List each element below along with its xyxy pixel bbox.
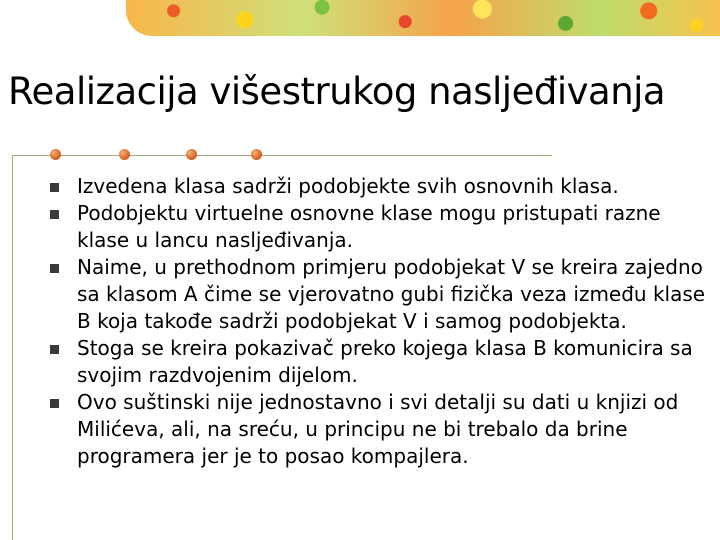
decorative-dot [186,149,197,160]
square-bullet-icon [50,399,59,408]
bullet-item [50,200,710,254]
divider-vertical [12,155,13,540]
square-bullet-icon [50,210,59,219]
bullet-text: Izvedena klasa sadrži podobjekte svih osnovnih klasa. [77,174,619,198]
square-bullet-icon [50,183,59,192]
square-bullet-icon [50,345,59,354]
decorative-dot [50,149,61,160]
bullet-list [50,173,710,470]
bullet-text: Stoga se kreira pokazivač preko kojega klasa B komunicira sa svojim razdvojenim dijelom. [77,336,693,387]
slide-title: Realizacija višestrukog nasljeđivanja [8,70,666,113]
bullet-text: Ovo suštinski nije jednostavno i svi detalji su dati u knjizi od Milićeva, ali, na sreću, u principu ne bi trebalo da brine programera jer je to posao kompajlera. [77,390,679,468]
decorative-banner-image [126,0,720,36]
decorative-dot [119,149,130,160]
decorative-dot [251,149,262,160]
bullet-text: Naime, u prethodnom primjeru podobjekat V se kreira zajedno sa klasom A čime se vjerovatno gubi fizička veza između klase B koja takođe sadrži podobjekat V i samog podobjekta. [77,255,706,333]
bullet-item [50,173,710,200]
square-bullet-icon [50,264,59,273]
bullet-item [50,389,710,470]
divider-horizontal [12,155,552,156]
bullet-item [50,335,710,389]
bullet-text: Podobjektu virtuelne osnovne klase mogu pristupati razne klase u lancu nasljeđivanja. [77,201,661,252]
bullet-item [50,254,710,335]
